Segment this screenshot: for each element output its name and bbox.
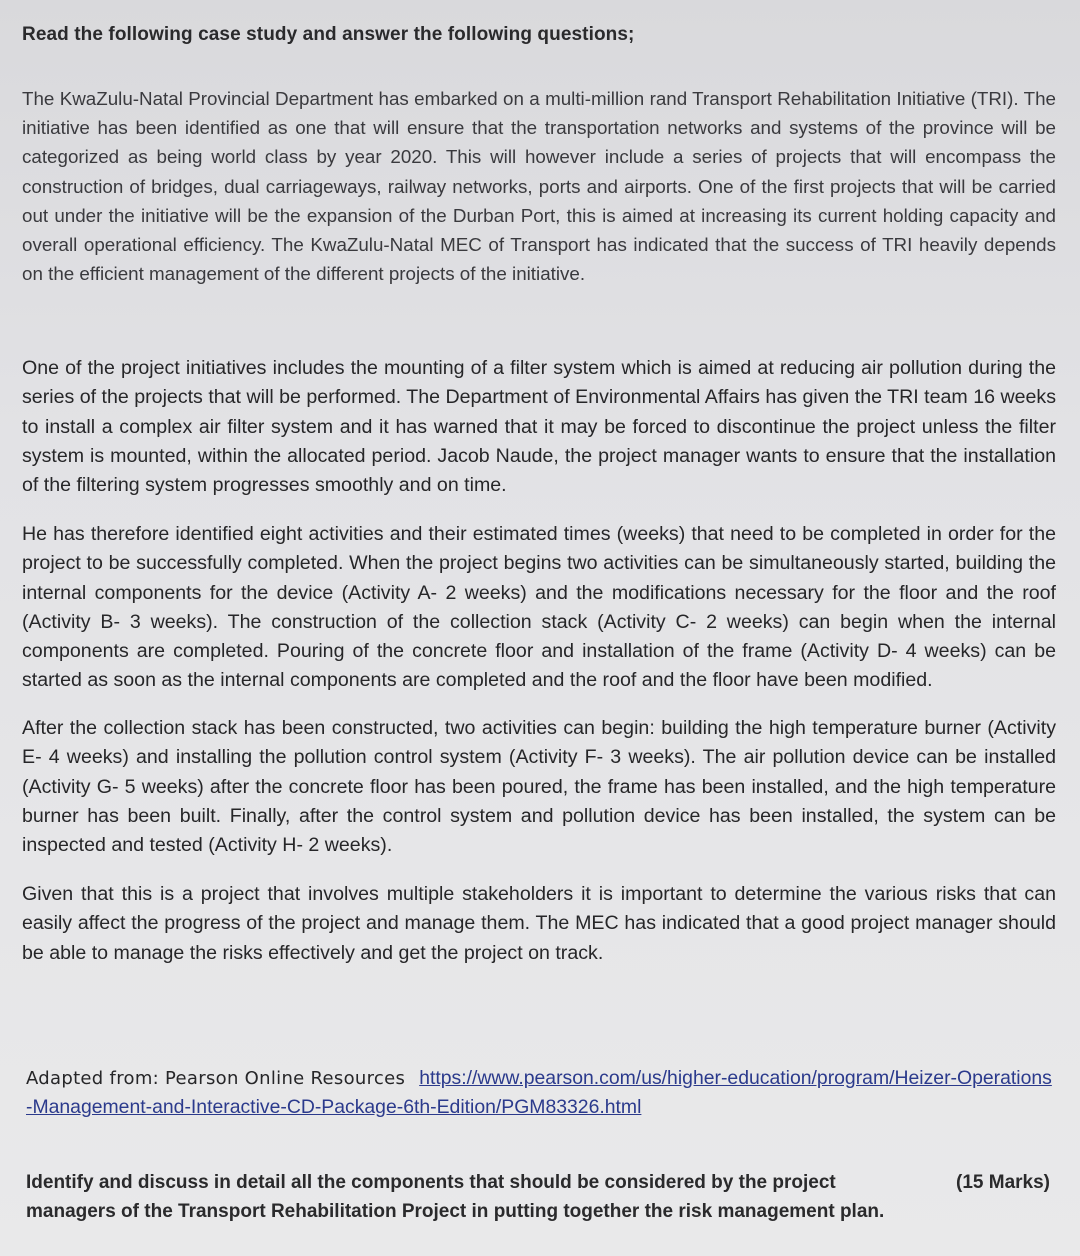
source-lead: Adapted from: Pearson Online Resources — [26, 1068, 406, 1089]
case-paragraph-risks: Given that this is a project that involves multiple stakeholders it is important to determine the various risks that can easily affect the progress of the project and manage them. The MEC has indicated that a good project manager should be able to manage the risks effectively and get the project on track. — [22, 883, 1056, 964]
instructions-heading: Read the following case study and answer the following questions; — [22, 24, 635, 45]
document-page — [22, 24, 1056, 1234]
case-paragraph-activities: He has therefore identified eight activities and their estimated times (weeks) that need to be completed in order for the project to be successfully completed. When the project begins two activities can be simultaneously started, building the internal components for the device (Activity A- 2 weeks) and the modifications necessary for the floor and the roof (Activity B- 3 weeks). The construction of the collection stack (Activity C- 2 weeks) can begin when the internal components are completed. Pouring of the concrete floor and installation of the frame (Activity D- 4 weeks) can be started as soon as the internal components are completed and the roof and the floor have been modified. — [22, 523, 1056, 692]
question-text: Identify and discuss in detail all the components that should be considered by the project managers of the Transport Rehabilitation Project in putting together the risk management plan. — [26, 1172, 885, 1222]
question-marks: (15 Marks) — [956, 1172, 1050, 1193]
source-link[interactable]: https://www.pearson.com/us/higher-education/program/Heizer-Operations-Management-and-Interactive-CD-Package-6th-Edition/PGM83326.html — [26, 1067, 1052, 1118]
case-paragraph-activity-sequence: After the collection stack has been constructed, two activities can begin: building the high temperature burner (Activity E- 4 weeks) and installing the pollution control system (Activity F- 3 weeks). The air pollution device can be installed (Activity G- 5 weeks) after the concrete floor has been poured, the frame has been installed, and the high temperature burner has been built. Finally, after the control system and pollution device has been installed, the system can be inspected and tested (Activity H- 2 weeks). — [22, 717, 1056, 857]
case-paragraph-filter-system: One of the project initiatives includes the mounting of a filter system which is aimed at reducing air pollution during the series of the projects that will be performed. The Department of Environmental Affairs has given the TRI team 16 weeks to install a complex air filter system and it has warned that it may be forced to discontinue the project unless the filter system is mounted, within the allocated period. Jacob Naude, the project manager wants to ensure that the installation of the filtering system progresses smoothly and on time. — [22, 357, 1056, 497]
source-citation — [26, 1064, 1056, 1121]
case-paragraph-intro: The KwaZulu-Natal Provincial Department has embarked on a multi-million rand Transport Rehabilitation Initiative (TRI). The initiative has been identified as one that will ensure that the transportation networks and systems of the province will be categorized as being world class by year 2020. This will however include a series of projects that will encompass the construction of bridges, dual carriageways, railway networks, ports and airports. One of the first projects that will be carried out under the initiative will be the expansion of the Durban Port, this is aimed at increasing its current holding capacity and overall operational efficiency. The KwaZulu-Natal MEC of Transport has indicated that the success of TRI heavily depends on the efficient management of the different projects of the initiative. — [22, 88, 1056, 285]
